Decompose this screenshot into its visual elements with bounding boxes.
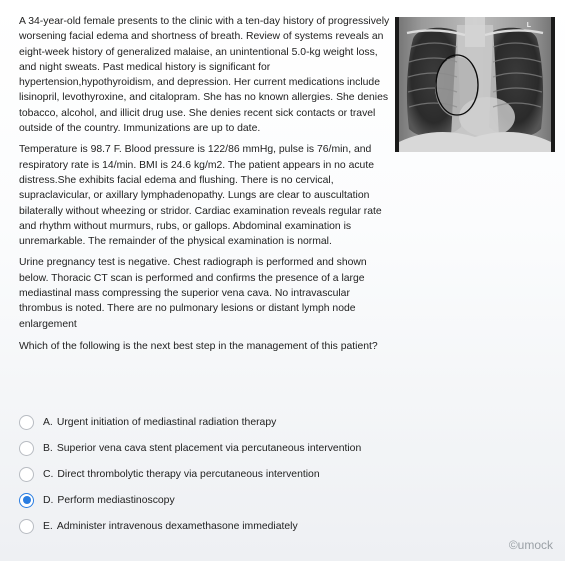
choice-text: Direct thrombolytic therapy via percutaneous intervention bbox=[57, 468, 320, 480]
choice-c[interactable] bbox=[19, 461, 539, 487]
choice-text: Administer intravenous dexamethasone immediately bbox=[56, 520, 298, 532]
choice-b[interactable] bbox=[19, 435, 539, 461]
chest-xray-image bbox=[395, 17, 555, 152]
xray-side-marker: L bbox=[526, 22, 531, 29]
radio-button[interactable] bbox=[19, 519, 34, 534]
choice-a[interactable] bbox=[19, 409, 539, 435]
question-prompt: Which of the following is the next best step in the management of this patient? bbox=[19, 340, 378, 352]
stem-exam: Temperature is 98.7 F. Blood pressure is 122/86 mmHg, pulse is 76/min, and respiratory rate is 14/min. BMI is 24.6 kg/m2. The patient appears in no acute distress.She exhibits facial edema and flushing. There is no cervical, supraclavicular, or axillary lymphadenopathy. Lungs are clear to auscultation bilaterally without wheezing or stridor. Cardiac examination reveals regular rate and rhythm without murmurs, rubs, or gallops. Abdominal examination is unremarkable. The remainder of the physical examination is normal. bbox=[19, 144, 382, 248]
choice-text: Urgent initiation of mediastinal radiation therapy bbox=[56, 416, 277, 428]
chest-xray-drawing bbox=[395, 17, 555, 152]
radio-button-selected[interactable] bbox=[19, 493, 34, 508]
radio-button[interactable] bbox=[19, 441, 34, 456]
answer-choices bbox=[19, 409, 539, 539]
choice-letter: D. bbox=[43, 494, 54, 506]
choice-letter: E. bbox=[43, 520, 53, 532]
choice-text: Perform mediastinoscopy bbox=[57, 494, 175, 506]
choice-letter: A. bbox=[43, 416, 53, 428]
radio-button[interactable] bbox=[19, 467, 34, 482]
choice-letter: C. bbox=[43, 468, 54, 480]
choice-letter: B. bbox=[43, 442, 53, 454]
stem-workup: Urine pregnancy test is negative. Chest radiograph is performed and shown below. Thoracic CT scan is performed and confirms the presence of a large mediastinal mass compressing the superior vena cava. No intravascular thrombus is noted. There are no pulmonary lesions or distant lymph node enlargement bbox=[19, 257, 367, 330]
radio-button[interactable] bbox=[19, 415, 34, 430]
choice-text: Superior vena cava stent placement via percutaneous intervention bbox=[56, 442, 362, 454]
question-stem bbox=[19, 14, 390, 360]
brand-watermark: ©umock bbox=[508, 538, 553, 552]
choice-e[interactable] bbox=[19, 513, 539, 539]
choice-d[interactable] bbox=[19, 487, 539, 513]
stem-history: A 34-year-old female presents to the clinic with a ten-day history of progressively worsening facial edema and shortness of breath. Review of systems reveals an eight-week history of generalized malaise, an unintentional 5.0-kg weight loss, and night sweats. Past medical history is significant for hypertension,hypothyroidism, and depression. Her current medications include lisinopril, levothyroxine, and citalopram. She has no known allergies. She denies tobacco, alcohol, and illicit drug use. She denies recent sick contacts or travel outside of the country. Immunizations are up to date. bbox=[19, 16, 390, 135]
